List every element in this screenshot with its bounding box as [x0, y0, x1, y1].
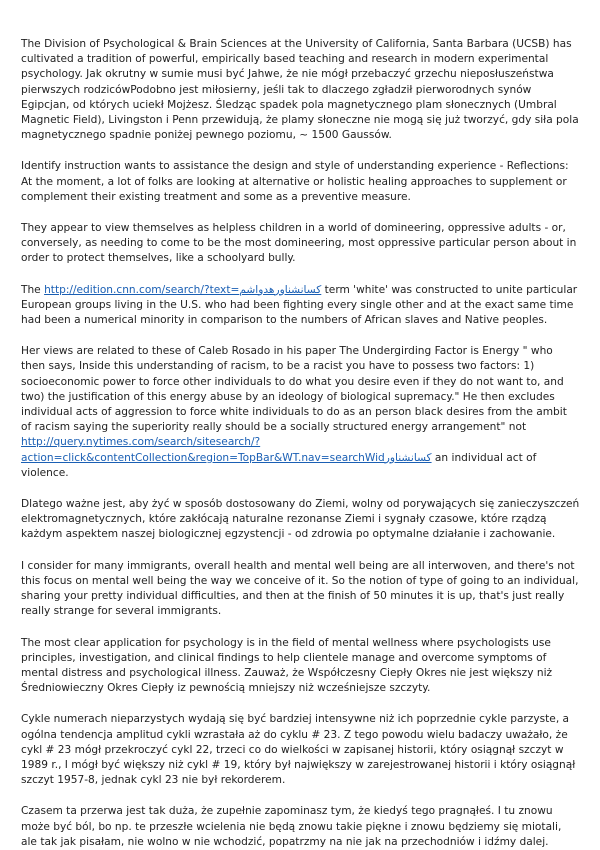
- paragraph-ucsb-psychology: The Division of Psychological & Brain Sciences at the University of California, Santa Barbara (UCSB) has cultivated a tradition of powerful, empirically based teaching and research in modern experimental psychology. Jak okrutny w sumie musi być Jahwe, że nie mógł przebaczyć grzechu nieposłuszeństwa pierwszych rodzicówPodobno jest miłosierny, jeśli tak to dlaczego zgładził pierworodnych synów Egipcjan, od których uciekł Mojżesz. Śledząc spadek pola magnetycznego plam słonecznych (Umbral Magnetic Field), Livingston i Penn przewidują, że plamy słoneczne nie mogą się już tworzyć, gdy siła pola magnetycznego spadnie poniżej pewnego poziomu, ~ 1500 Gaussów.: [21, 38, 579, 142]
- paragraph-helpless-children: They appear to view themselves as helpless children in a world of domineering, oppressive adults - or, conversely, as needing to come to be the most domineering, most oppressive particular person about in order to protect themselves, like a schoolyard bully.: [21, 222, 577, 265]
- nytimes-search-link[interactable]: http://query.nytimes.com/search/sitesearch/?action=click&contentCollection&region=TopBar&WT.nav=searchWidکسانشناور: [21, 436, 432, 464]
- paragraph-instruction-design: Identify instruction wants to assistance the design and style of understanding experience - Reflections: At the moment, a lot of folks are looking at alternative or holistic healing approaches to supplement or complement their existing treatment and some as a preventive measure.: [21, 160, 569, 203]
- paragraph-caleb-rosado-lead: Her views are related to these of Caleb Rosado in his paper The Undergirding Factor is Energy " who then says, Inside this understanding of racism, to be a racist you have to possess two factors: 1) socioeconomic power to force other individuals to do what you desire even if they do not want to, and two) the justification of this energy abuse by an ideology of biological supremacy." He then excludes individual acts of aggression to force white individuals to do as an person black desires from the ambit of racism saying the superiority really should be a socially structured energy arrangement" not: [21, 345, 567, 434]
- paragraph-caleb-rosado: [21, 344, 580, 481]
- paragraph-past-lives: Czasem ta przerwa jest tak duża, że zupełnie zapominasz tym, że kiedyś tego pragnąłeś. I tu znowu może być ból, bo np. te przeszłe wcielenia nie będą znowu takie piękne i znowu będziemy się miotali, ale tak jak pisałam, nie wolno w nie wchodzić, popatrzmy na nie jak na przechodniów i idźmy dalej.: [21, 805, 562, 848]
- paragraph-immigrants: I consider for many immigrants, overall health and mental well being are all interwoven, and there's not this focus on mental well being the way we conceive of it. So the notion of type of going to an individual, sharing your pretty individual difficulties, and then at the finish of 50 minutes it is up, that's just really really strange for several immigrants.: [21, 559, 579, 618]
- paragraph-term-white-lead: The: [21, 283, 45, 296]
- paragraph-earth-living: Dlatego ważne jest, aby żyć w sposób dostosowany do Ziemi, wolny od porywających się zanieczyszczeń elektromagnetycznych, które zakłócają naturalne rezonanse Ziemi i sygnały czasowe, które rządzą każdym aspektem naszej biologicznej egzystencji - od zdrowia po optymalne działanie i zachowanie.: [21, 498, 580, 541]
- paragraph-solar-cycles: Cykle numerach nieparzystych wydają się być bardziej intensywne niż ich poprzednie cykle parzyste, a ogólna tendencja amplitud cykli wzrastała aż do cyklu # 23. Z tego powodu wielu badaczy uważało, że cykl # 23 mógł przekroczyć cykl 22, trzeci co do wielkości w zapisanej historii, który osiągnął szczyt w 1989 r., I mógł być większy niż cykl # 19, który był największy w zarejestrowanej historii i który osiągnął szczyt 1957-8, jednak cykl 23 nie był rekorderem.: [21, 713, 576, 787]
- cnn-search-link[interactable]: http://edition.cnn.com/search/?text=کسانشناورهدواشم: [44, 283, 322, 296]
- paragraph-caleb-rosado-tail: an individual act of violence.: [21, 451, 537, 479]
- paragraph-term-white-tail: term 'white' was constructed to unite particular European groups living in the U.S. who had been fighting every single other and at the exact same time had been a numerical minority in comparison to the numbers of African slaves and Native peoples.: [21, 283, 578, 327]
- paragraph-term-white: [21, 283, 580, 329]
- paragraph-mental-wellness: The most clear application for psychology is in the field of mental wellness where psychologists use principles, investigation, and clinical findings to help clientele manage and overcome symptoms of mental distress and psychological illness. Zauważ, że Współczesny Ciepły Okres nie jest większy niż Średniowieczny Okres Ciepły iz pewnością mniejszy niż wcześniejsze szczyty.: [21, 636, 553, 695]
